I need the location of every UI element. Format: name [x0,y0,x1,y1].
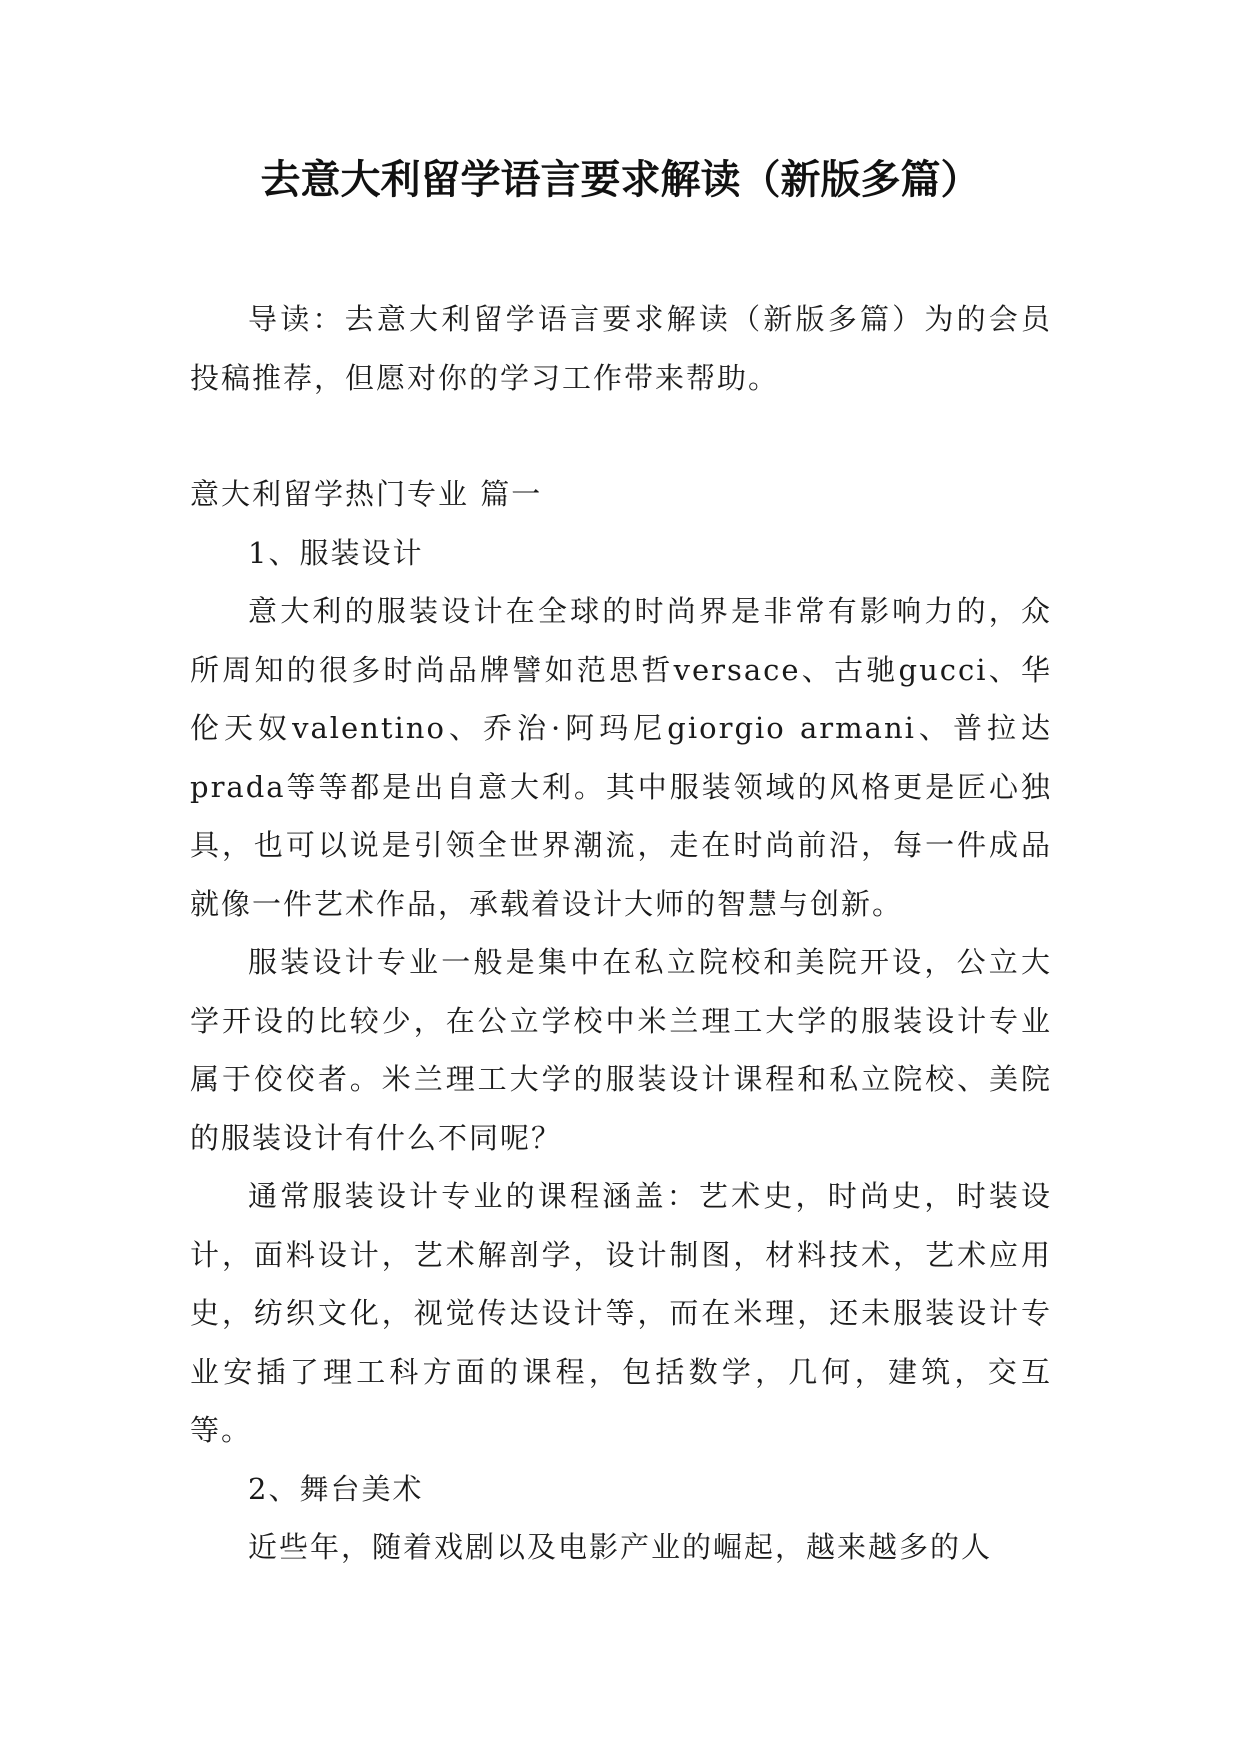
document-title: 去意大利留学语言要求解读（新版多篇） [260,157,981,203]
item-heading-1: 1、服装设计 [248,535,424,570]
paragraph-4: 近些年，随着戏剧以及电影产业的崛起，越来越多的人 [248,1530,993,1564]
section-heading: 意大利留学热门专业 篇一 [190,477,543,511]
intro-paragraph: 导读：去意大利留学语言要求解读（新版多篇）为的会员投稿推荐，但愿对你的学习工作带来帮助。 [190,302,1052,395]
paragraph-1: 意大利的服装设计在全球的时尚界是非常有影响力的，众所周知的很多时尚品牌譬如范思哲versace、古驰gucci、华伦天奴valentino、乔治·阿玛尼giorgio armani、普拉达prada等等都是出自意大利。其中服装领域的风格更是匠心独具，也可以说是引领全世界潮流，走在时尚前沿，每一件成品就像一件艺术作品，承载着设计大师的智慧与创新。 [190,594,1052,921]
item-heading-2: 2、舞台美术 [248,1471,424,1506]
paragraph-2: 服装设计专业一般是集中在私立院校和美院开设，公立大学开设的比较少，在公立学校中米兰理工大学的服装设计专业属于佼佼者。米兰理工大学的服装设计课程和私立院校、美院的服装设计有什么不同呢？ [190,945,1052,1155]
document-body [190,290,1052,1577]
paragraph-3: 通常服装设计专业的课程涵盖：艺术史，时尚史，时装设计，面料设计，艺术解剖学，设计制图，材料技术，艺术应用史，纺织文化，视觉传达设计等，而在米理，还未服装设计专业安插了理工科方面的课程，包括数学，几何，建筑，交互等。 [190,1179,1052,1447]
